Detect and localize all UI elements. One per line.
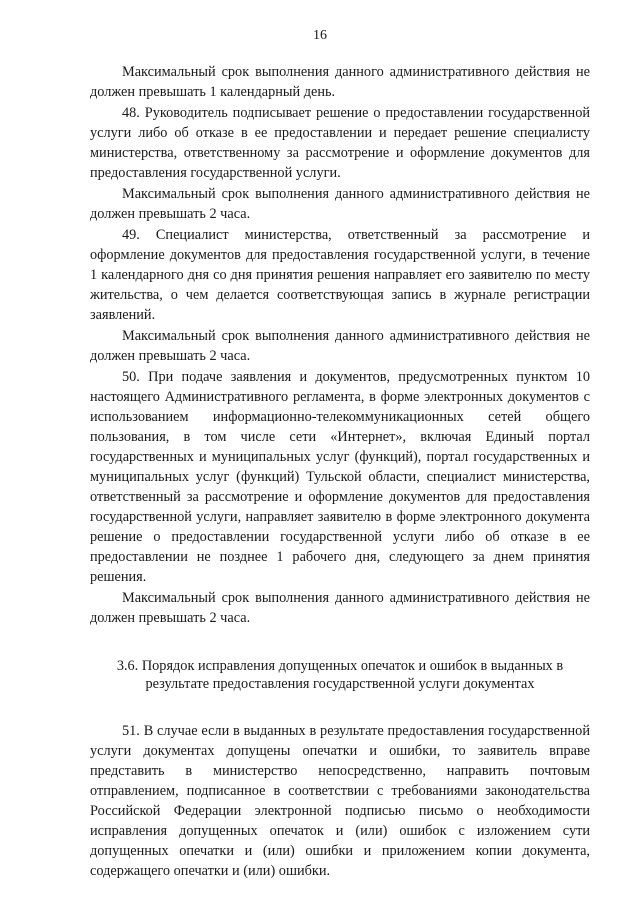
paragraph-51: 51. В случае если в выданных в результате предоставления государственной услуги документах допущены опечатки и ошибки, то заявитель вправе представить в министерство непосредственно, направить почтовым отправлением, подписанное в соответствии с требованиями законодательства Российской Федерации электронной подписью письмо о необходимости исправления допущенных опечаток и (или) ошибок с изложением сути допущенных опечатки и (или) ошибки и приложением копии документа, содержащего опечатки и (или) ошибки.: [90, 723, 590, 879]
paragraph-max-term-1: Максимальный срок выполнения данного административного действия не должен превышать 1 календарный день.: [90, 64, 590, 100]
paragraph-max-term-3: Максимальный срок выполнения данного административного действия не должен превышать 2 часа.: [90, 328, 590, 364]
document-body: [90, 62, 590, 881]
paragraph-50: 50. При подаче заявления и документов, предусмотренных пунктом 10 настоящего Административного регламента, в форме электронных документов с использованием информационно-телекоммуникационных сетей общего пользования, в том числе сети «Интернет», включая Единый портал государственных и муниципальных услуг (функций), портал государственных и муниципальных услуг (функций) Тульской области, специалист министерства, ответственный за рассмотрение и оформление документов для предоставления государственной услуги, направляет заявителю в форме электронного документа решение о предоставлении государственной услуги либо об отказе в ее предоставлении не позднее 1 рабочего дня, следующего за днем принятия решения.: [90, 369, 590, 585]
paragraph-max-term-2: Максимальный срок выполнения данного административного действия не должен превышать 2 часа.: [90, 186, 590, 222]
paragraph-48: 48. Руководитель подписывает решение о предоставлении государственной услуги либо об отказе в ее предоставлении и передает решение специалисту министерства, ответственному за рассмотрение и оформление документов для предоставления государственной услуги.: [90, 105, 590, 181]
paragraph-49: 49. Специалист министерства, ответственный за рассмотрение и оформление документов для предоставления государственной услуги, в течение 1 календарного дня со дня принятия решения направляет его заявителю по месту жительства, о чем делается соответствующая запись в журнале регистрации заявлений.: [90, 227, 590, 323]
page-number: 16: [313, 28, 327, 43]
paragraph-max-term-4: Максимальный срок выполнения данного административного действия не должен превышать 2 часа.: [90, 590, 590, 626]
section-heading-3-6: 3.6. Порядок исправления допущенных опечаток и ошибок в выданных в результате предоставления государственной услуги документах: [116, 658, 564, 692]
